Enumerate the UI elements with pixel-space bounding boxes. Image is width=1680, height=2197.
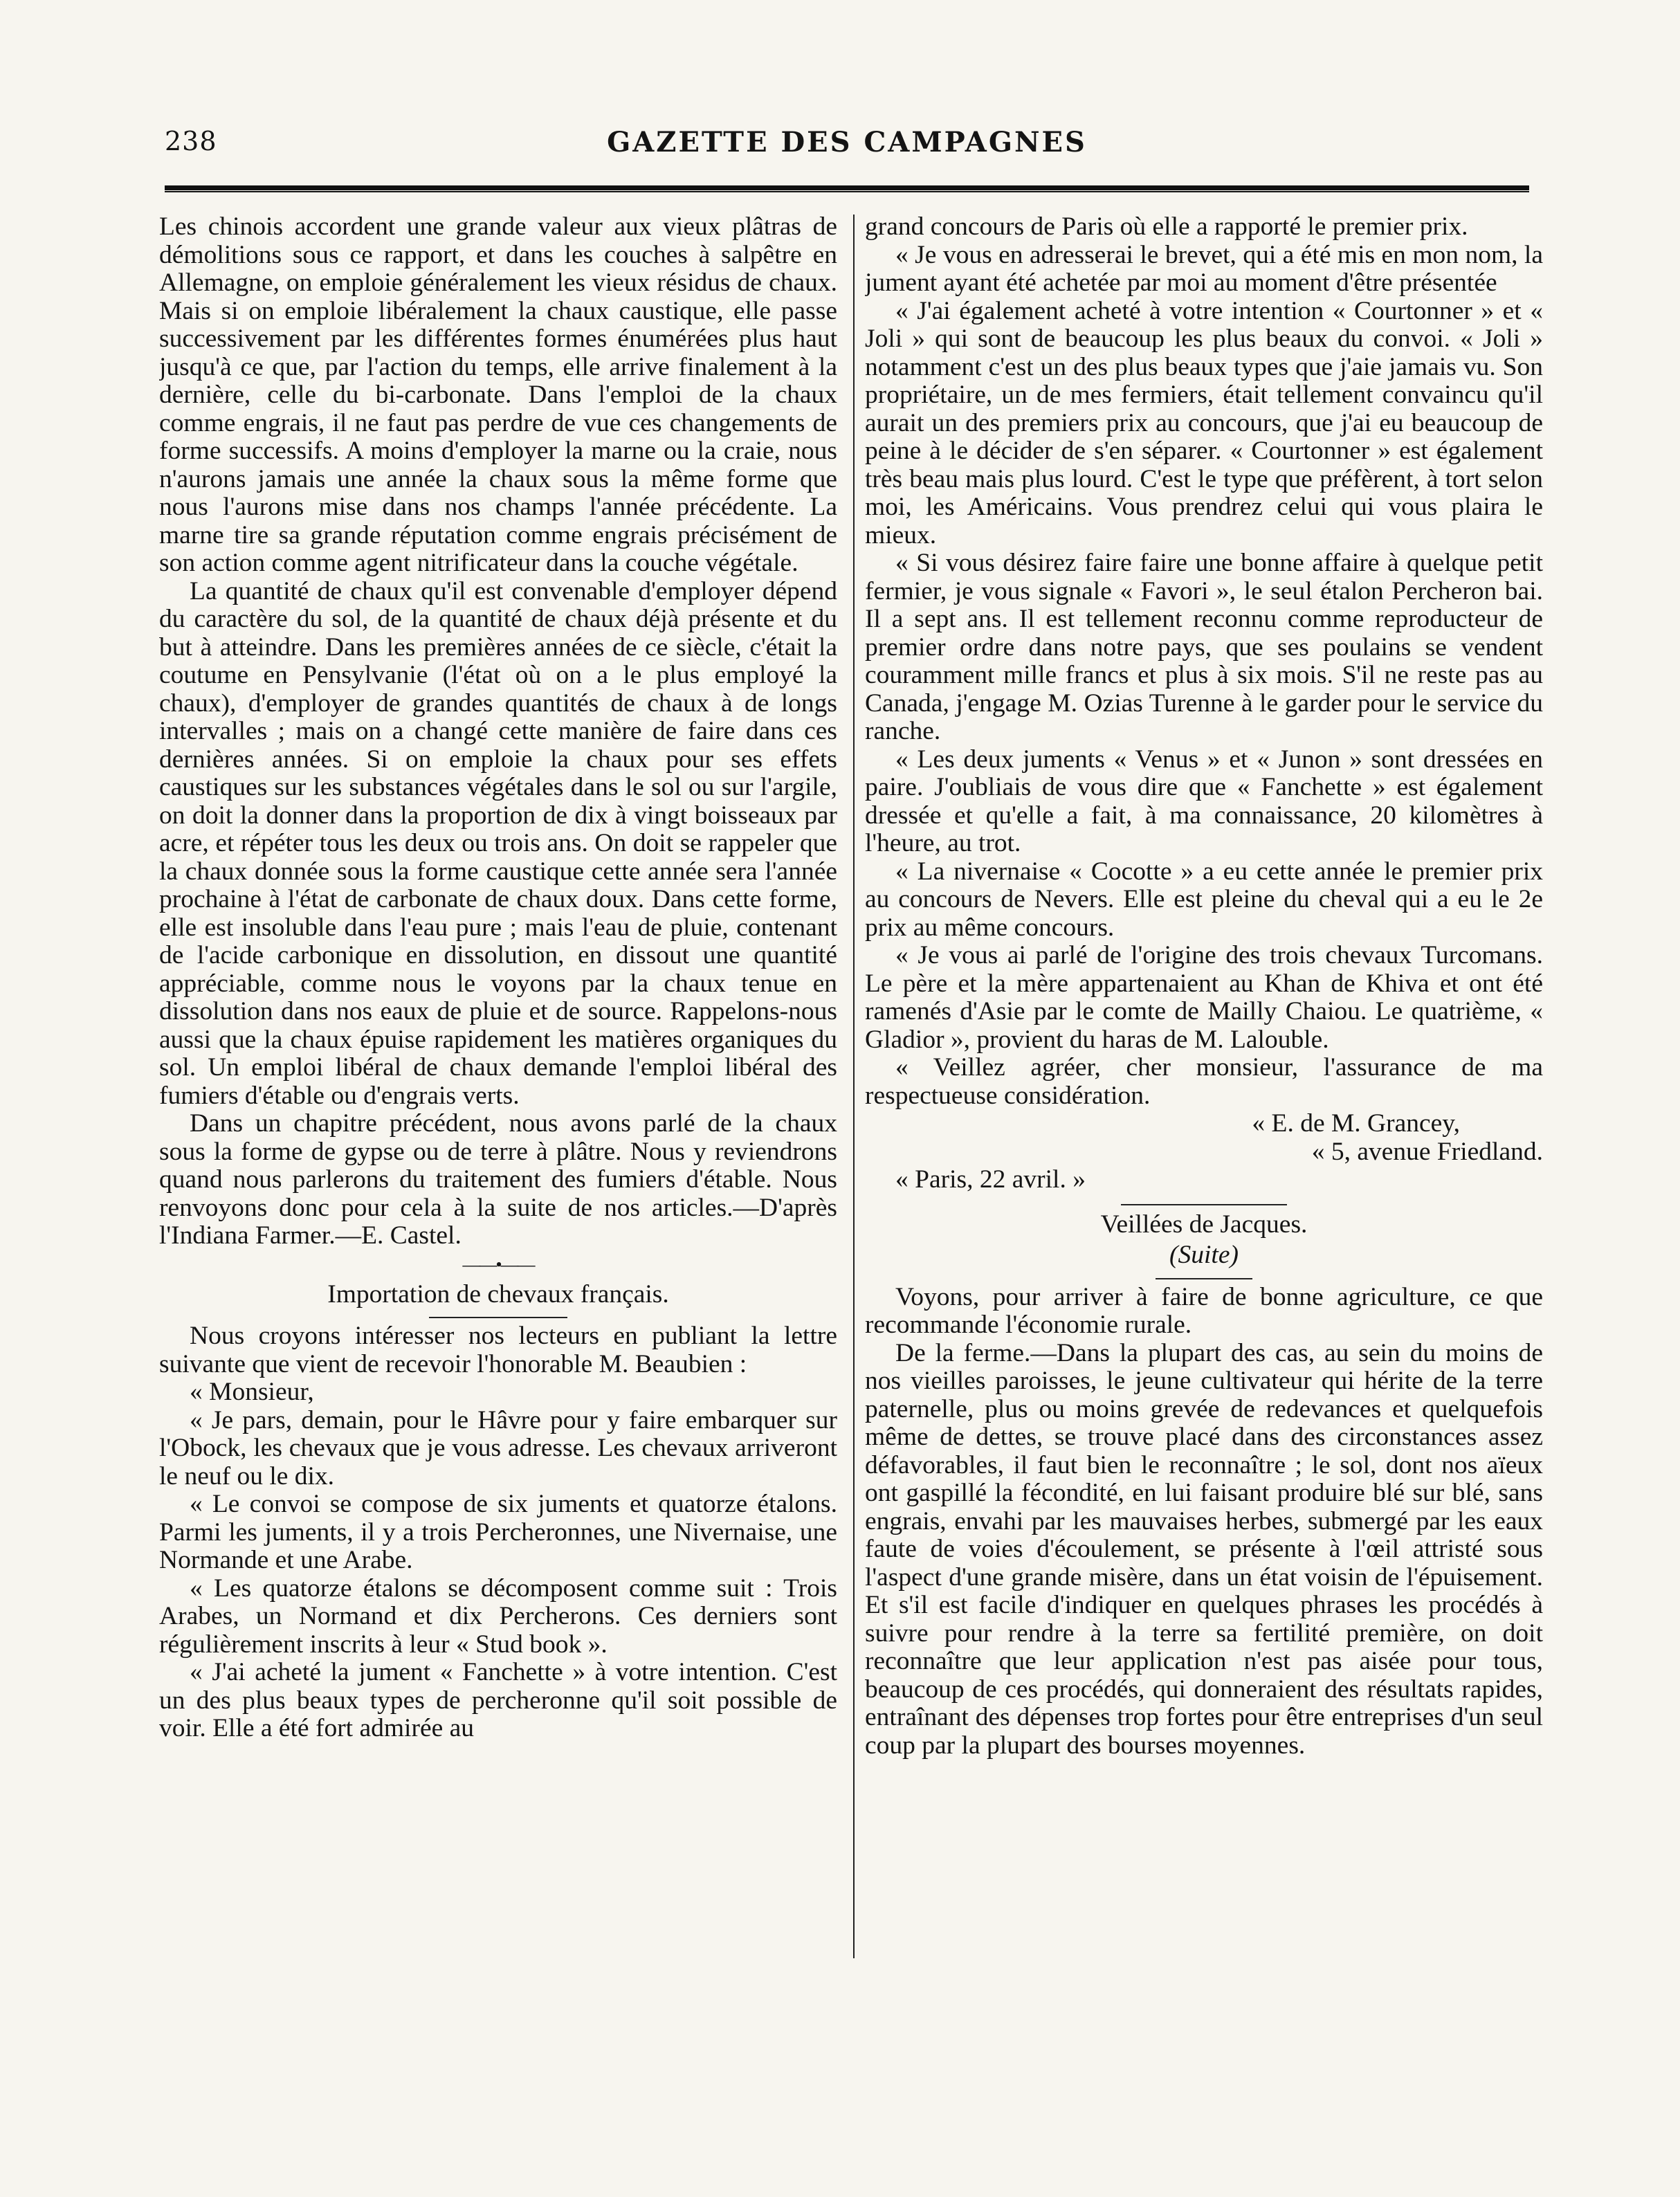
article-subheading: (Suite) xyxy=(1169,1241,1239,1269)
paragraph: « Les quatorze étalons se décomposent comme suit : Trois Arabes, un Normand et dix Percherons. Ces derniers sont régulièrement inscrits à leur « Stud book ». xyxy=(159,1574,837,1659)
paragraph: « J'ai acheté la jument « Fanchette » à votre intention. C'est un des plus beaux types de percheronne qu'il soit possible de voir. Elle a été fort admirée au xyxy=(159,1658,837,1742)
paragraph: grand concours de Paris où elle a rapporté le premier prix. xyxy=(865,213,1468,241)
paragraph: La quantité de chaux qu'il est convenable d'employer dépend du caractère du sol, de la quantité de chaux déjà présente et du but à atteindre. Dans les premières années de ce siècle, c'était la coutume en Pensylvanie (l'état où on a le plus employé la chaux), d'employer de grandes quantités de chaux à de longs intervalles ; mais on a changé cette manière de faire dans ces dernières années. Si on emploie la chaux pour ses effets caustiques sur les substances végétales dans le sol ou sur l'argile, on doit la donner dans la proportion de dix à vingt boisseaux par acre, et répéter tous les deux ou trois ans. On doit se rappeler que la chaux donnée sous la forme caustique cette année sera l'année prochaine à l'état de carbonate de chaux doux. Dans cette forme, elle est insoluble dans l'eau pure ; mais l'eau de pluie, contenant de l'acide carbonique en dissolution, en dissout une quantité appréciable, comme nous le voyons par la chaux tenue en dissolution dans nos eaux de pluie et de source. Rappelons-nous aussi que la chaux épuise rapidement les matières organiques du sol. Un emploi libéral de chaux demande l'emploi libéral des fumiers d'étable ou d'engrais verts. xyxy=(159,576,837,1110)
paragraph: « Les deux juments « Venus » et « Junon » sont dressées en paire. J'oubliais de vous dire que « Fanchette » est également dressée et qu'elle a fait, à ma connaissance, 20 kilomètres à l'heure, au trot. xyxy=(865,745,1543,857)
paragraph: Dans un chapitre précédent, nous avons parlé de la chaux sous la forme de gypse ou de terre à plâtre. Nous y reviendrons quand nous parlerons du traitement des fumiers d'étable. Nous renvoyons donc pour cela à la suite de nos articles.—D'après l'Indiana Farmer.—E. Castel. xyxy=(159,1109,837,1250)
paragraph: Les chinois accordent une grande valeur aux vieux plâtras de démolitions sous ce rapport, et dans les couches à salpêtre en Allemagne, on emploie généralement les vieux résidus de chaux. Mais si on emploie libéralement la chaux caustique, elle passe successivement par les différentes formes énumérées plus haut jusqu'à ce que, par l'action du temps, elle arrive finalement à la dernière, celle du bi-carbonate. Dans l'emploi de la chaux comme engrais, il ne faut pas perdre de vue ces changements de forme successifs. A moins d'employer la marne ou la craie, nous n'aurons jamais une année la chaux sous la même forme que nous l'aurons mise dans nos champs l'année précédente. La marne tire sa grande réputation comme engrais précisément de son action comme agent nitrificateur dans la couche végétale. xyxy=(159,213,837,577)
paragraph: « J'ai également acheté à votre intention « Courtonner » et « Joli » qui sont de beaucoup les plus beaux du convoi. « Joli » notamment c'est un des plus beaux types que j'aie jamais vu. Son propriétaire, un de mes fermiers, était tellement convaincu qu'il aurait un des premiers prix au concours, que j'ai eu beaucoup de peine à le décider de s'en séparer. « Courtonner » est également très beau mais plus lourd. C'est le type que préfèrent, à tort selon moi, les Américains. Vous prendrez celui qui vous plaira le mieux. xyxy=(865,296,1543,549)
signature-address: « 5, avenue Friedland. xyxy=(1311,1137,1543,1166)
paragraph: « Le convoi se compose de six juments et quatorze étalons. Parmi les juments, il y a trois Percheronnes, une Nivernaise, une Normande et une Arabe. xyxy=(159,1490,837,1574)
right-column xyxy=(865,213,1543,1964)
paragraph: « Si vous désirez faire faire une bonne affaire à quelque petit fermier, je vous signale « Favori », le seul étalon Percheron bai. Il a sept ans. Il est tellement reconnu comme reproducteur de premier ordre dans notre pays, que ses poulains se vendent couramment mille francs et plus à six mois. S'il ne reste pas au Canada, j'engage M. Ozias Turenne à le garder pour le service du ranche. xyxy=(865,549,1543,745)
header-rule xyxy=(165,185,1529,192)
letter-salutation: « Monsieur, xyxy=(190,1378,314,1406)
paragraph: « Je vous en adresserai le brevet, qui a été mis en mon nom, la jument ayant été achetée par moi au moment d'être présentée xyxy=(865,240,1543,297)
paragraph: Nous croyons intéresser nos lecteurs en publiant la lettre suivante que vient de recevoir l'honorable M. Beaubien : xyxy=(159,1322,837,1378)
article-heading: Veillées de Jacques. xyxy=(1100,1210,1308,1239)
ornament-divider: ——•—— xyxy=(462,1254,534,1275)
paragraph: « Je pars, demain, pour le Hâvre pour y faire embarquer sur l'Obock, les chevaux que je vous adresse. Les chevaux arriveront le neuf ou le dix. xyxy=(159,1405,837,1491)
paragraph: « Veillez agréer, cher monsieur, l'assurance de ma respectueuse considération. xyxy=(865,1053,1543,1110)
page-number: 238 xyxy=(165,126,217,156)
paragraph: De la ferme.—Dans la plupart des cas, au sein du moins de nos vieilles paroisses, le jeune cultivateur qui hérite de la terre paternelle, plus ou moins grevée de redevances et quelquefois même de dettes, se trouve placé dans des circonstances assez défavorables, il faut bien le reconnaître ; le sol, dont nos aïeux ont gaspillé la fécondité, en lui faisant produire blé sur blé, sans engrais, envahi par les mauvaises herbes, submergé par les eaux faute de voies d'écoulement, se présente à l'œil attristé sous l'aspect d'une grande misère, dans un état voisin de l'épuisement. Et s'il est facile d'indiquer en quelques phrases les procédés à suivre pour rendre à la terre sa fertilité première, on doit reconnaître que leur application n'est pas aisée pour tous, beaucoup de ces procédés, qui donneraient des résultats rapides, entraînant des dépenses trop fortes pour être entreprises d'un seul coup par la plupart des bourses moyennes. xyxy=(865,1338,1543,1760)
running-title: GAZETTE DES CAMPAGNES xyxy=(607,126,1087,158)
section-rule xyxy=(1121,1204,1287,1205)
heading-rule xyxy=(1156,1278,1252,1279)
letter-date: « Paris, 22 avril. » xyxy=(895,1165,1086,1194)
paragraph: Voyons, pour arriver à faire de bonne agriculture, ce que recommande l'économie rurale. xyxy=(865,1282,1543,1339)
article-heading: Importation de chevaux français. xyxy=(327,1279,669,1309)
paragraph: « Je vous ai parlé de l'origine des trois chevaux Turcomans. Le père et la mère appartenaient au Khan de Khiva et ont été ramenés d'Asie par le comte de Mailly Chaiou. Le quatrième, « Gladior », provient du haras de M. Lalouble. xyxy=(865,941,1543,1054)
left-column xyxy=(159,213,837,1964)
signature-name: « E. de M. Grancey, xyxy=(1252,1109,1460,1138)
column-divider xyxy=(853,215,855,1958)
paragraph: « La nivernaise « Cocotte » a eu cette année le premier prix au concours de Nevers. Elle est pleine du cheval qui a eu le 2e prix au même concours. xyxy=(865,857,1543,942)
page-header xyxy=(165,126,1529,167)
heading-rule xyxy=(429,1317,567,1318)
